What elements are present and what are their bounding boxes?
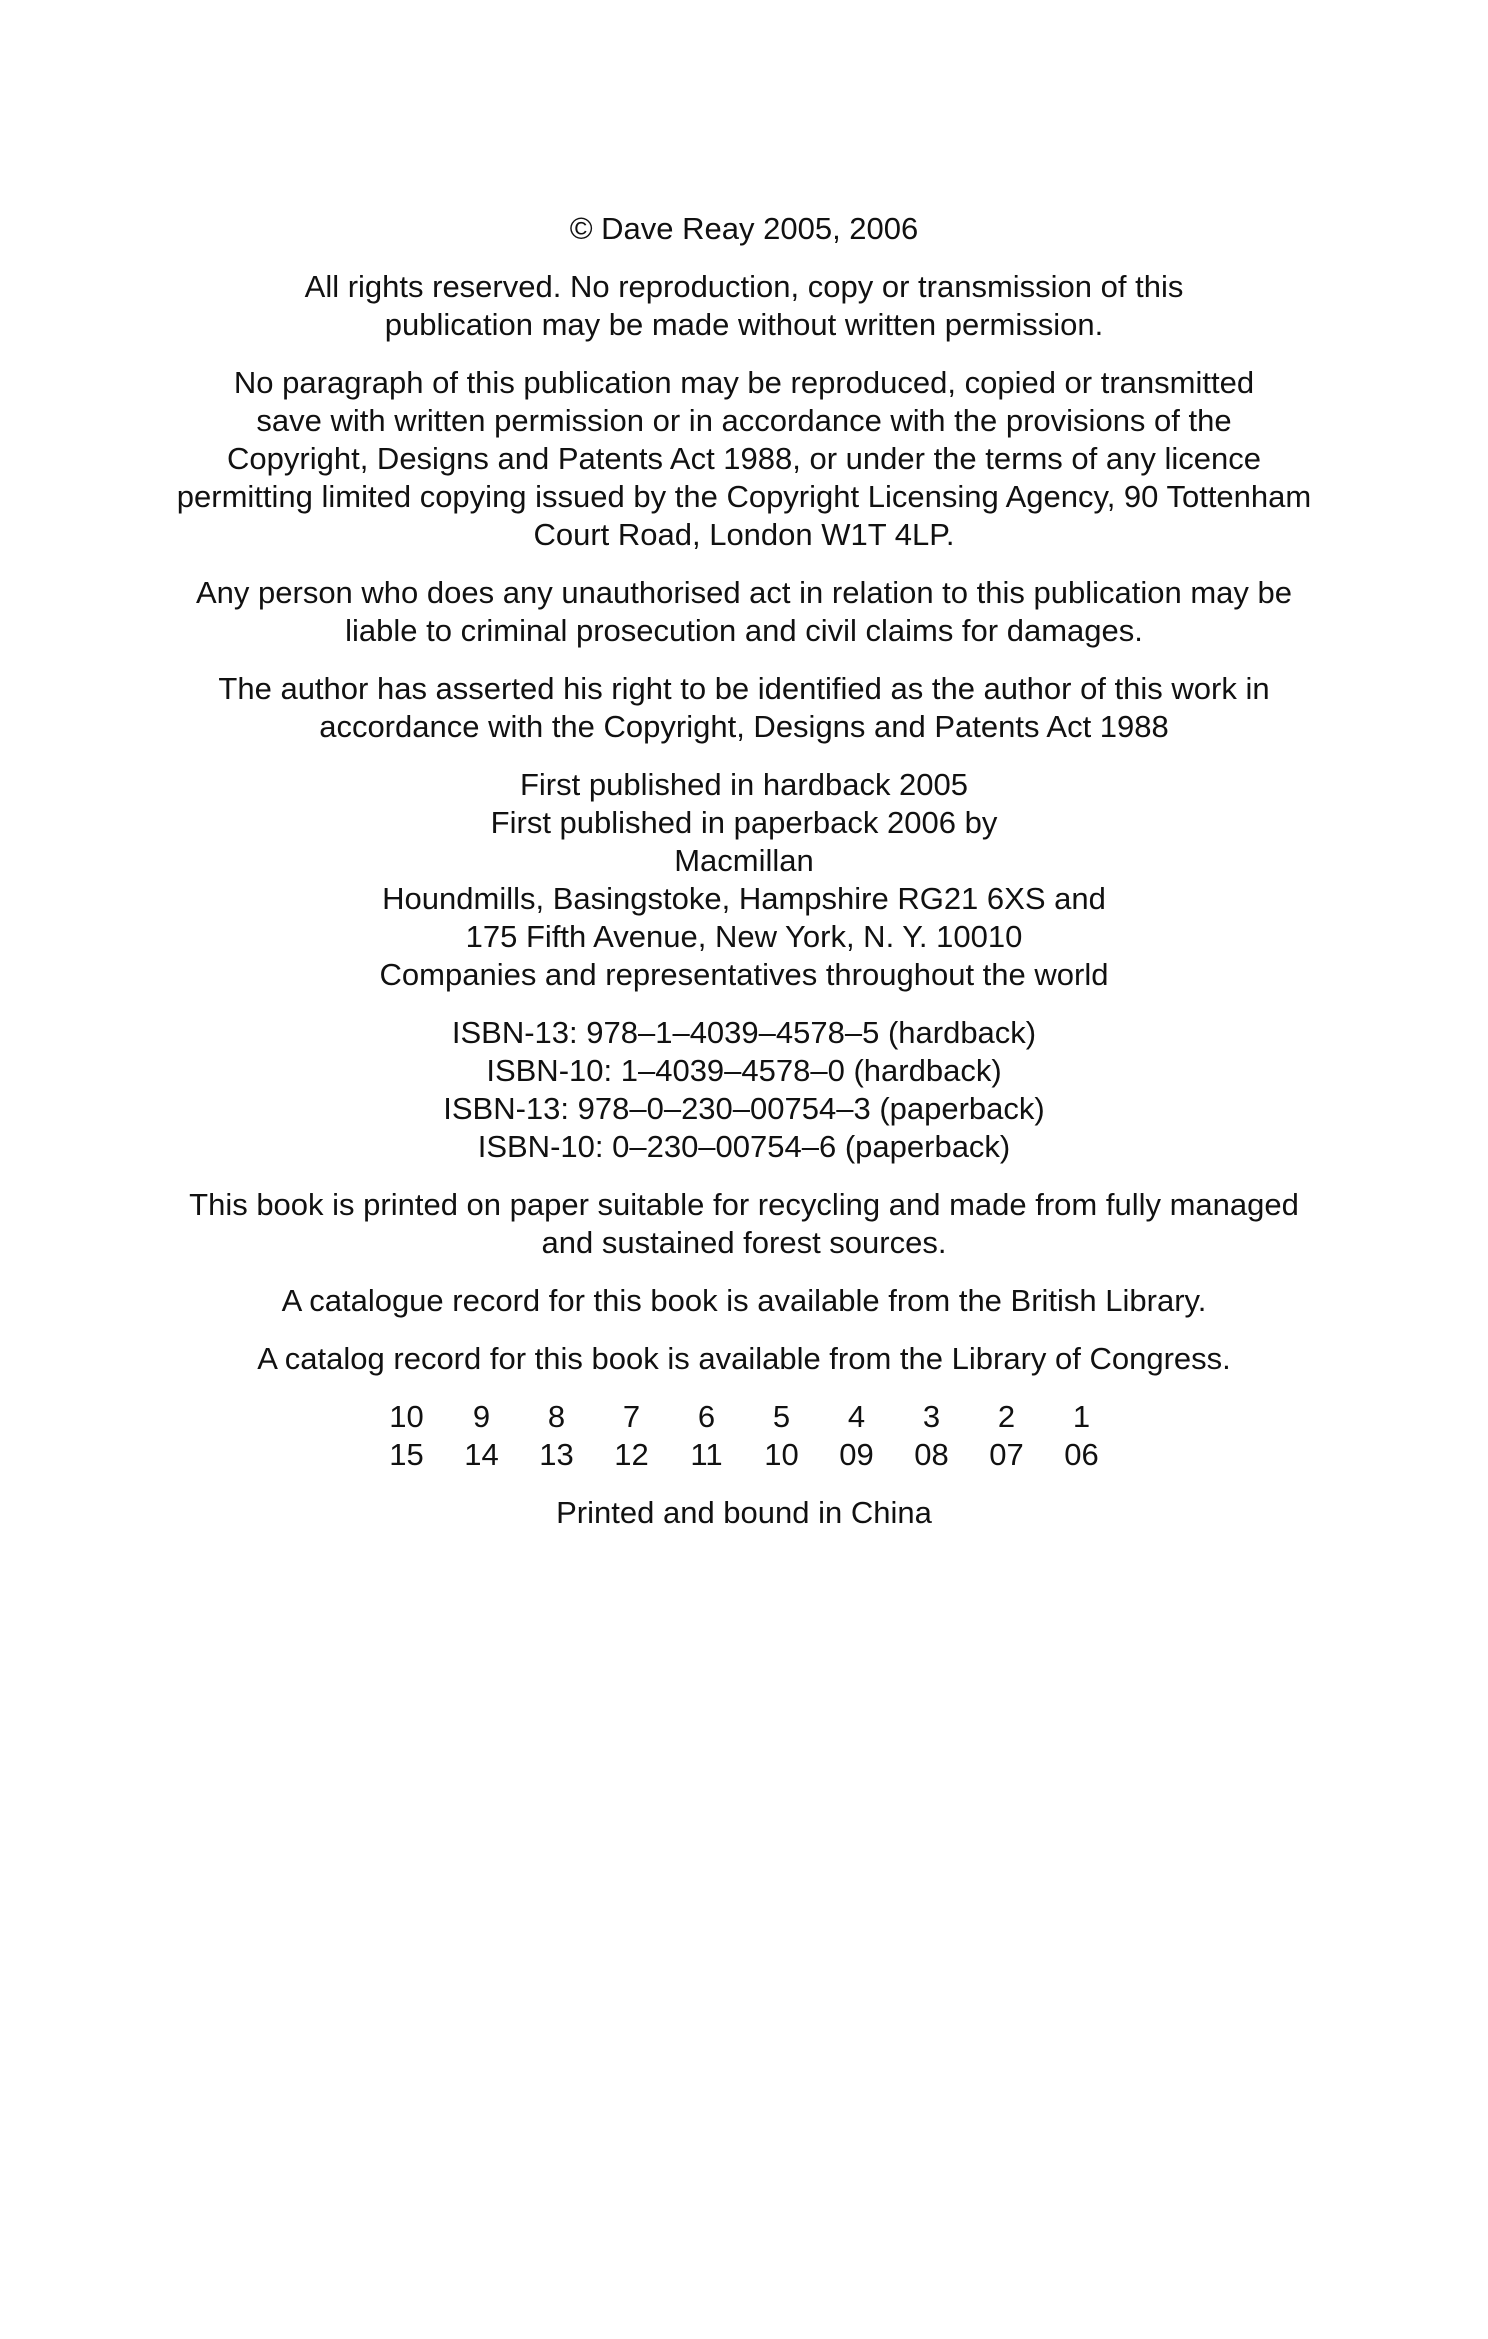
isbn-line: ISBN-10: 1–4039–4578–0 (hardback) [486,1053,1002,1088]
warning-line: liable to criminal prosecution and civil claims for damages. [345,613,1143,648]
printed-location [0,1494,1488,1532]
print-number: 7 [622,1399,641,1434]
print-number: 10 [389,1399,424,1434]
printing-numbers [0,1398,1488,1474]
year-number: 15 [389,1437,424,1472]
year-number: 07 [989,1437,1024,1472]
catalogue-line: A catalogue record for this book is available from the British Library. [281,1283,1207,1318]
clause-line: Court Road, London W1T 4LP. [533,517,955,552]
library-of-congress-record [0,1340,1488,1378]
year-number: 11 [690,1437,723,1472]
print-number: 9 [472,1399,491,1434]
print-number: 6 [697,1399,716,1434]
rights-line: publication may be made without written permission. [384,307,1104,342]
clause-line: No paragraph of this publication may be reproduced, copied or transmitted [233,365,1255,400]
print-number: 4 [847,1399,866,1434]
isbn-line: ISBN-13: 978–1–4039–4578–5 (hardback) [451,1015,1037,1050]
isbn-list [0,1014,1488,1166]
publishing-line: Companies and representatives throughout the world [379,957,1109,992]
copyright-line [0,210,1488,248]
year-number: 08 [914,1437,949,1472]
author-rights [0,670,1488,746]
publishing-line: First published in hardback 2005 [519,767,969,802]
print-number: 3 [922,1399,941,1434]
print-number: 1 [1072,1399,1091,1434]
clause-line: save with written permission or in accordance with the provisions of the [256,403,1232,438]
isbn-line: ISBN-13: 978–0–230–00754–3 (paperback) [443,1091,1045,1126]
paper-line: This book is printed on paper suitable for recycling and made from fully managed [189,1187,1299,1222]
year-number: 13 [539,1437,574,1472]
unauthorised-act-warning [0,574,1488,650]
reproduction-clause [0,364,1488,554]
year-number: 09 [839,1437,874,1472]
warning-line: Any person who does any unauthorised act in relation to this publication may be [195,575,1292,610]
publisher-name: Macmillan [674,843,814,878]
year-number: 12 [614,1437,649,1472]
author-line: accordance with the Copyright, Designs and Patents Act 1988 [319,709,1169,744]
clause-line: permitting limited copying issued by the Copyright Licensing Agency, 90 Tottenham [176,479,1312,514]
paper-statement [0,1186,1488,1262]
copyright-page [0,210,1488,1552]
year-number-row [0,1436,1488,1474]
year-number: 06 [1064,1437,1099,1472]
clause-line: Copyright, Designs and Patents Act 1988, or under the terms of any licence [227,441,1261,476]
publishing-line: First published in paperback 2006 by [490,805,998,840]
publishing-info [0,766,1488,994]
print-number-row [0,1398,1488,1436]
british-library-record [0,1282,1488,1320]
publisher-address: Houndmills, Basingstoke, Hampshire RG21 6XS and [382,881,1106,916]
year-number: 10 [764,1437,799,1472]
year-number: 14 [464,1437,499,1472]
catalog-line: A catalog record for this book is available from the Library of Congress. [257,1341,1231,1376]
rights-reserved [0,268,1488,344]
copyright-text: © Dave Reay 2005, 2006 [569,211,919,246]
rights-line: All rights reserved. No reproduction, copy or transmission of this [304,269,1184,304]
print-number: 5 [772,1399,791,1434]
print-number: 2 [997,1399,1016,1434]
paper-line: and sustained forest sources. [541,1225,947,1260]
print-number: 8 [547,1399,566,1434]
isbn-line: ISBN-10: 0–230–00754–6 (paperback) [477,1129,1011,1164]
printed-line: Printed and bound in China [556,1495,932,1530]
author-line: The author has asserted his right to be identified as the author of this work in [218,671,1270,706]
publisher-address: 175 Fifth Avenue, New York, N. Y. 10010 [465,919,1023,954]
